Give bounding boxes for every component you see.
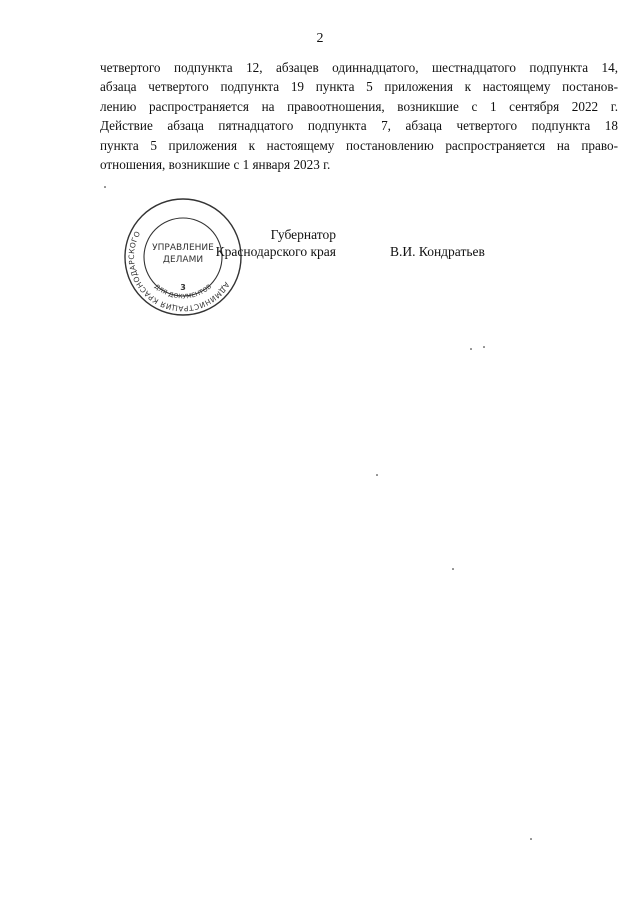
scan-speck [470, 348, 472, 350]
scan-speck [104, 186, 106, 188]
scan-speck [376, 474, 378, 476]
body-line: отношения, возникшие с 1 января 2023 г. [100, 157, 331, 173]
stamp-center-line2: ДЕЛАМИ [162, 255, 204, 265]
body-paragraph [100, 58, 618, 174]
signer-title-line2: Краснодарского края [215, 244, 336, 259]
signer-name: В.И. Кондратьев [390, 244, 485, 259]
stamp-center-line1: УПРАВЛЕНИЕ [152, 243, 214, 253]
page-number: 2 [316, 31, 324, 46]
signature-block [100, 226, 620, 326]
body-line: пункта 5 приложения к настоящему постановлению распространяется на право- [100, 137, 618, 153]
stamp-outer-text: АДМИНИСТРАЦИЯ КРАСНОДАРСКОГО [126, 229, 232, 314]
scan-speck [452, 568, 454, 570]
signer-title [206, 226, 336, 260]
body-line: абзаца четвертого подпункта 19 пункта 5 приложения к настоящему постанов- [100, 79, 618, 95]
body-line: лению распространяется на правоотношения, возникшие с 1 сентября 2022 г. [100, 98, 618, 114]
scan-speck [483, 346, 485, 348]
stamp-number: 3 [180, 283, 186, 292]
stamp-lower-text: ДЛЯ ДОКУМЕНТОВ [152, 283, 214, 301]
body-line: Действие абзаца пятнадцатого подпункта 7, абзаца четвертого подпункта 18 [100, 118, 618, 134]
signer-title-line1: Губернатор [270, 227, 336, 242]
body-line: четвертого подпункта 12, абзацев одиннадцатого, шестнадцатого подпункта 14, [100, 60, 618, 75]
scan-speck [530, 838, 532, 840]
